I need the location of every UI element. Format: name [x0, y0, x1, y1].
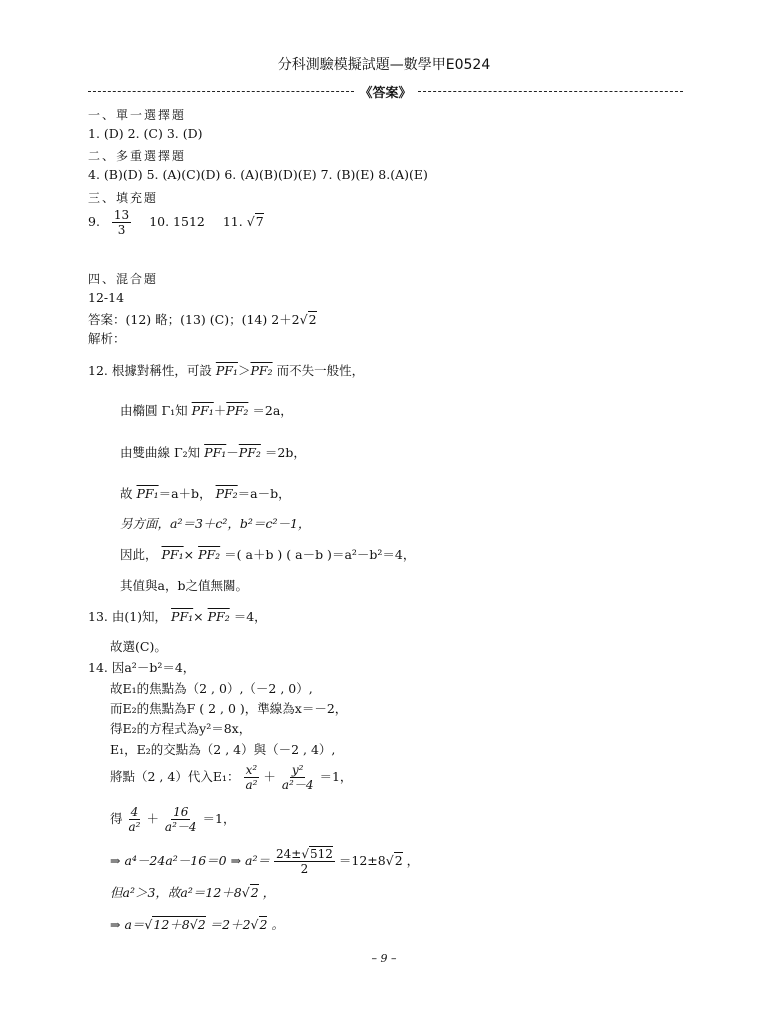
- q14-line-7-equals: ＝1，: [202, 811, 236, 826]
- pf2-segment: PF₂: [238, 445, 261, 460]
- quadratic-solution-fraction: [274, 847, 335, 876]
- pf2-segment: PF₂: [198, 547, 221, 562]
- single-choice-answers: 1. (D) 2. (C) 3. (D): [88, 126, 203, 141]
- q12-rest: 而不失一般性，: [276, 363, 365, 378]
- hence-line: 因此， PF₁× PF₂ ＝( a＋b ) ( a－b )＝a²－b²＝4，: [120, 547, 416, 562]
- pf2-segment: PF₂: [215, 486, 238, 501]
- numerator: x²: [245, 763, 258, 777]
- q14-line-7-prefix: 得: [110, 811, 123, 826]
- section-heading-single-choice: 一、單一選擇題: [88, 108, 187, 122]
- sqrt-sign: √: [250, 917, 259, 932]
- sqrt-sign: √: [299, 312, 308, 327]
- pf1-segment: PF₁: [204, 445, 227, 460]
- q14-line-9-text: 但a²＞3，故a²＝12＋8: [110, 885, 242, 900]
- pf1-segment: PF₁: [136, 486, 159, 501]
- q14-line-8: [110, 847, 419, 876]
- q14-line-5: E₁，E₂的交點為（2 , 4）與（－2 , 4）,: [110, 742, 336, 757]
- q13-answer: 故選(C)。: [110, 639, 167, 654]
- q13-equation: ＝4，: [233, 609, 267, 624]
- q13-line: 13. 由(1)知， PF₁× PF₂ ＝4，: [88, 609, 267, 624]
- fraction-16-over-a-minus-4: [163, 805, 199, 834]
- q14-line-1: 14. 因a²－b²＝4，: [88, 660, 196, 675]
- denominator: a²: [245, 778, 258, 792]
- numerator: 4: [130, 805, 139, 819]
- q14-line-10: [110, 915, 284, 933]
- q14-line-8-prefix: ⇒ a⁴－24a²－16＝0 ⇒ a²＝: [110, 853, 271, 868]
- comma: ，: [262, 885, 276, 900]
- radicand: 512: [310, 847, 333, 861]
- q14-line-10-prefix: ⇒ a＝: [110, 917, 145, 932]
- numerator: 16: [173, 805, 189, 819]
- q9-fraction: [112, 208, 131, 237]
- hence-prefix: 因此，: [120, 547, 158, 562]
- dashed-line-right: [418, 91, 684, 92]
- pf1-segment: PF₁: [161, 547, 184, 562]
- pf1-segment: PF₁: [171, 609, 194, 624]
- question-range: 12-14: [88, 290, 125, 305]
- answer-banner: 《答案》: [359, 86, 412, 101]
- pf2-segment: PF₂: [250, 363, 273, 378]
- page-title: 分科測驗模擬試題—數學甲E0524: [277, 57, 491, 73]
- section-heading-mixed: 四、混合題: [88, 272, 159, 286]
- q9-label: 9.: [88, 214, 100, 229]
- section-heading-multiple-choice: 二、多重選擇題: [88, 149, 187, 163]
- denominator: a²: [128, 820, 141, 834]
- fill-in-answers: [88, 208, 264, 237]
- numerator-text: 24±: [276, 847, 302, 861]
- q14-line-7: 得 $\frac{4}{\text{a²}}$ ＋ $\frac{16}{\text{a²－4}}$ ＝1，: [110, 805, 236, 834]
- numerator: 24±√512: [276, 847, 333, 861]
- fraction-4-over-a: [127, 805, 143, 834]
- fraction-x-over-a: [243, 763, 259, 792]
- q14-line-8-equals: ＝12±8: [338, 853, 386, 868]
- q14-line-10-equals: ＝2＋2: [209, 917, 251, 932]
- therefore-prefix: 故: [120, 486, 133, 501]
- sqrt-sign: √: [385, 853, 394, 868]
- q14-line-6-equals: ＝1，: [319, 769, 353, 784]
- q10-answer: 10. 1512: [149, 214, 205, 229]
- hyperbola-prefix: 由雙曲線 Γ₂知: [120, 445, 201, 460]
- dashed-line-left: [88, 91, 354, 92]
- pf1-value: ＝a＋b，: [158, 486, 212, 501]
- answer-separator: [88, 82, 683, 101]
- pf2-segment: PF₂: [226, 403, 249, 418]
- sqrt-sign: √: [246, 214, 255, 229]
- comma: ，: [406, 853, 420, 868]
- denominator: a²－4: [164, 820, 197, 834]
- hence-equation: ＝( a＋b ) ( a－b )＝a²－b²＝4，: [224, 547, 416, 562]
- hyperbola-equation: ＝2b，: [264, 445, 306, 460]
- q14-line-4: 得E₂的方程式為y²＝8x，: [110, 721, 252, 736]
- q14-line-9: [110, 883, 275, 901]
- q12-intro: 12. 根據對稱性，可設: [88, 363, 212, 378]
- pf2-value: ＝a－b，: [237, 486, 291, 501]
- q11-label: 11.: [222, 214, 243, 229]
- denominator: 2: [300, 862, 309, 876]
- ellipse-prefix: 由橢圓 Γ₁知: [120, 403, 188, 418]
- sqrt-sign: √: [144, 917, 153, 932]
- radicand: 2: [250, 885, 259, 900]
- nested-radicand: 12＋8√2: [153, 917, 206, 932]
- ellipse-equation: ＝2a，: [252, 403, 293, 418]
- radicand: 2: [259, 917, 268, 932]
- q14-line-6-prefix: 將點（2 , 4）代入E₁：: [110, 769, 240, 784]
- mixed-answer-text: 答案：(12) 略；(13) (C)；(14) 2＋2: [88, 312, 300, 327]
- greater-than: ＞: [237, 363, 251, 378]
- pf1-segment: PF₁: [215, 363, 238, 378]
- period: 。: [271, 917, 284, 932]
- q12-intro-line: [88, 361, 364, 379]
- mixed-answer-radicand: 2: [308, 312, 317, 327]
- q9-numerator: 13: [113, 208, 130, 222]
- pf1-segment: PF₁: [191, 403, 214, 418]
- therefore-line: [120, 484, 291, 502]
- radicand: 2: [394, 853, 403, 868]
- other-hand-line: 另方面，a²＝3＋c²，b²＝c²－1，: [120, 516, 311, 531]
- mixed-answers: [88, 310, 317, 328]
- ellipse-line: 由橢圓 Γ₁知 PF₁＋PF₂ ＝2a，: [120, 403, 293, 418]
- q11-radicand: 7: [255, 214, 264, 229]
- analysis-label: 解析：: [88, 331, 126, 346]
- q14-line-2: 故E₁的焦點為（2 , 0）,（－2 , 0）,: [110, 681, 313, 696]
- denominator: a²－4: [281, 778, 314, 792]
- fraction-y-over-a-minus-4: [280, 763, 316, 792]
- page-number: – 9 –: [371, 952, 397, 965]
- hyperbola-line: 由雙曲線 Γ₂知 PF₁－PF₂ ＝2b，: [120, 445, 306, 460]
- q13-prefix: 13. 由(1)知，: [88, 609, 168, 624]
- sqrt-sign: √: [241, 885, 250, 900]
- independence-line: 其值與a，b之值無關。: [120, 578, 248, 593]
- pf2-segment: PF₂: [207, 609, 230, 624]
- q14-line-6: 將點（2 , 4）代入E₁： $\frac{\text{x²}}{\text{a²}}$ ＋ $\frac{\text{y²}}{\text{a²－4}}$ ＝1，: [110, 763, 353, 792]
- section-heading-fill-in: 三、填充題: [88, 191, 159, 205]
- q14-line-3: 而E₂的焦點為F ( 2 , 0 )，準線為x＝－2，: [110, 701, 348, 716]
- numerator: y²: [291, 763, 304, 777]
- q9-denominator: 3: [117, 223, 126, 237]
- multiple-choice-answers: 4. (B)(D) 5. (A)(C)(D) 6. (A)(B)(D)(E) 7. (B)(E) 8.(A)(E): [88, 167, 428, 182]
